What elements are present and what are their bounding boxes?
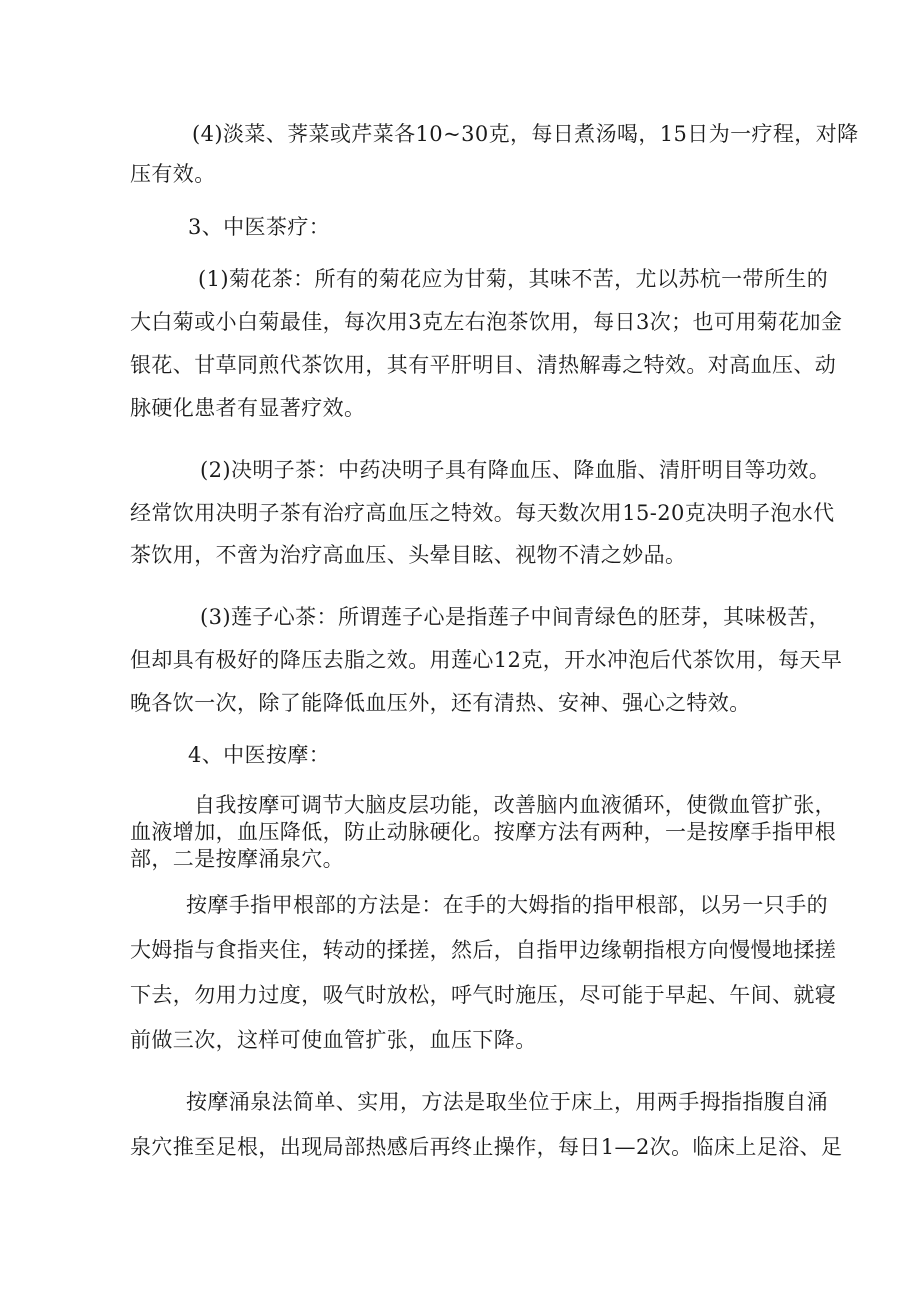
section-heading: 4、中医按摩： — [188, 743, 331, 767]
text-line: (3)莲子心茶：所谓莲子心是指莲子中间青绿色的胚芽，其味极苦， — [200, 605, 831, 629]
text-line: 部，二是按摩涌泉穴。 — [130, 847, 344, 871]
section-heading: 3、中医茶疗： — [188, 215, 331, 239]
text-line: 经常饮用决明子茶有治疗高血压之特效。每天数次用15-20克决明子泡水代 — [130, 501, 835, 525]
text-line: (1)菊花茶：所有的菊花应为甘菊，其味不苦，尤以苏杭一带所生的 — [198, 267, 829, 291]
text-line: 前做三次，这样可使血管扩张，血压下降。 — [130, 1028, 537, 1052]
text-line: 自我按摩可调节大脑皮层功能，改善脑内血液循环，使微血管扩张， — [194, 793, 836, 817]
text-line: 脉硬化患者有显著疗效。 — [130, 396, 366, 420]
text-line: 血液增加，血压降低，防止动脉硬化。按摩方法有两种，一是按摩手指甲根 — [130, 820, 837, 844]
text-line: 压有效。 — [130, 162, 216, 186]
text-line: (2)决明子茶：中药决明子具有降血压、降血脂、清肝明目等功效。 — [200, 458, 831, 482]
text-line: 按摩涌泉法简单、实用，方法是取坐位于床上，用两手拇指指腹自涌 — [186, 1090, 828, 1114]
text-line: 晚各饮一次，除了能降低血压外，还有清热、安神、强心之特效。 — [130, 691, 751, 715]
text-line: 茶饮用，不啻为治疗高血压、头晕目眩、视物不清之妙品。 — [130, 543, 687, 567]
text-line: (4)淡菜、荠菜或芹菜各10~30克，每日煮汤喝，15日为一疗程，对降 — [192, 122, 859, 146]
text-line: 按摩手指甲根部的方法是：在手的大姆指的指甲根部，以另一只手的 — [186, 893, 828, 917]
text-line: 银花、甘草同煎代茶饮用，其有平肝明目、清热解毒之特效。对高血压、动 — [130, 353, 837, 377]
text-line: 大姆指与食指夹住，转动的揉搓，然后，自指甲边缘朝指根方向慢慢地揉搓 — [130, 938, 837, 962]
text-line: 但却具有极好的降压去脂之效。用莲心12克，开水冲泡后代茶饮用，每天早 — [130, 648, 843, 672]
text-line: 下去，勿用力过度，吸气时放松，呼气时施压，尽可能于早起、午间、就寝 — [130, 983, 837, 1007]
text-line: 泉穴推至足根，出现局部热感后再终止操作，每日1—2次。临床上足浴、足 — [130, 1135, 843, 1159]
text-line: 大白菊或小白菊最佳，每次用3克左右泡茶饮用，每日3次；也可用菊花加金 — [130, 310, 843, 334]
